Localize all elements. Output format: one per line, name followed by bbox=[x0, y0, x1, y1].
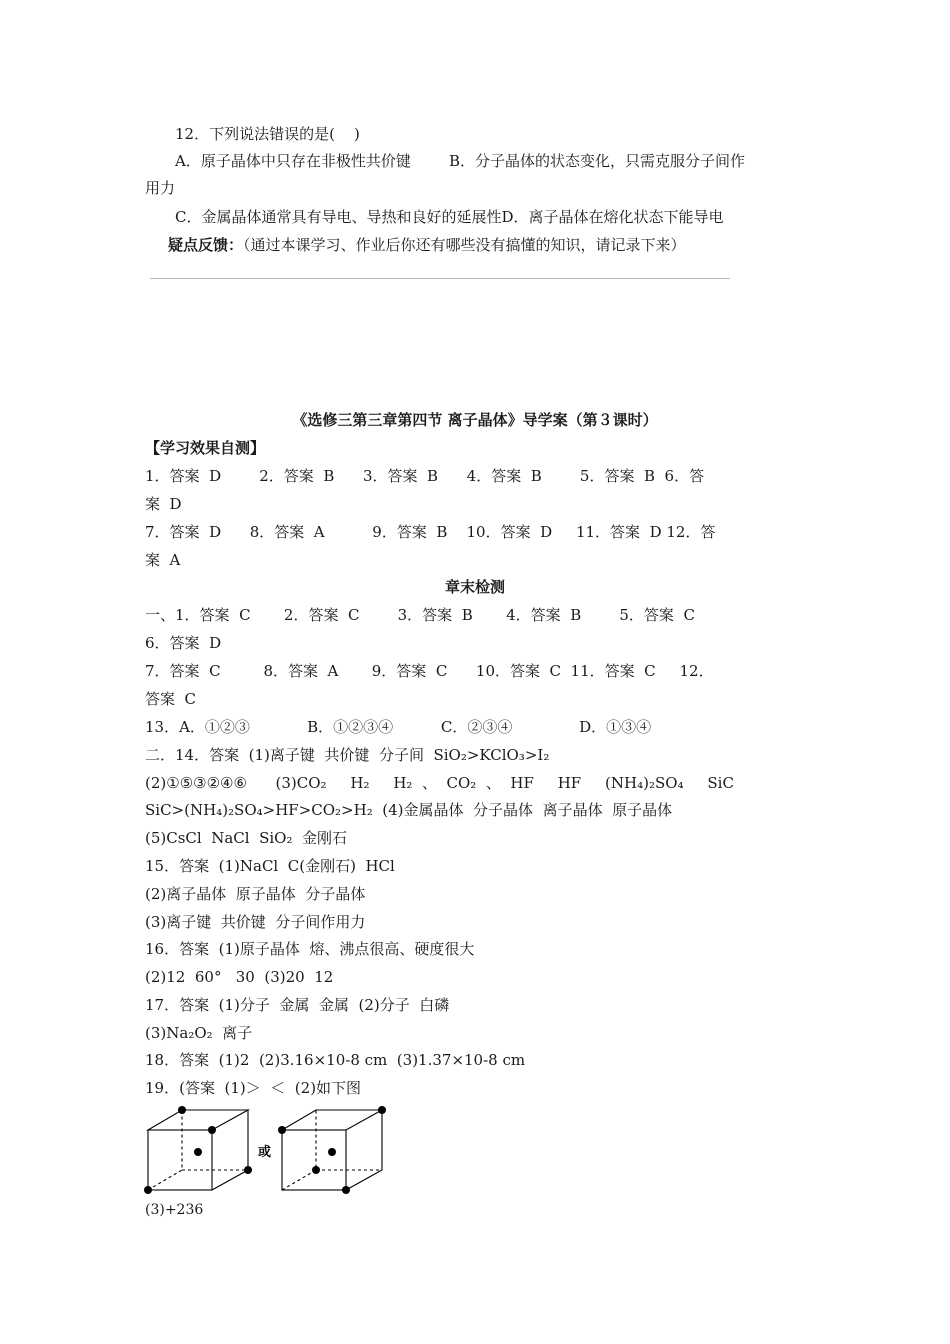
self-test-heading: 【学习效果自测】 bbox=[145, 439, 266, 457]
q19-part3: (3)+236 bbox=[145, 1202, 204, 1218]
cube-left-atoms bbox=[144, 1106, 252, 1194]
chapter-test-heading: 章末检测 bbox=[444, 578, 505, 596]
q14-line: SiC>(NH₄)₂SO₄>HF>CO₂>H₂ (4)金属晶体 分子晶体 离子晶体 原子晶体 bbox=[145, 801, 673, 819]
figure-or: 或 bbox=[258, 1145, 272, 1160]
q15-line: 15．答案 (1)NaCl C(金刚石) HCl bbox=[145, 857, 395, 875]
q12-options-ab: A．原子晶体中只存在非极性共价键 B．分子晶体的状态变化，只需克服分子间作 bbox=[175, 152, 746, 170]
chapter-test-line: 一、1．答案 C 2．答案 C 3．答案 B 4．答案 B 5．答案 C bbox=[145, 606, 695, 624]
answers-title: 《选修三第三章第四节 离子晶体》导学案（第３课时） bbox=[292, 411, 658, 429]
q17-line: 17．答案 (1)分子 金属 金属 (2)分子 白磷 bbox=[145, 996, 450, 1014]
self-test-line: 案 D bbox=[145, 495, 182, 513]
q16-line: (2)12 60° 30 (3)20 12 bbox=[145, 968, 334, 986]
crystal-cell-figure bbox=[140, 1102, 390, 1202]
self-test-line: 7．答案 D 8．答案 A 9．答案 B 10．答案 D 11．答案 D 12．答 bbox=[145, 523, 716, 541]
q12-option-b-cont: 用力 bbox=[145, 179, 176, 197]
chapter-test-line: 7．答案 C 8．答案 A 9．答案 C 10．答案 C 11．答案 C 12． bbox=[145, 662, 714, 680]
q16-line: 16．答案 (1)原子晶体 熔、沸点很高、硬度很大 bbox=[145, 940, 475, 958]
q14-line: 二．14．答案 (1)离子键 共价键 分子间 SiO₂>KClO₃>I₂ bbox=[145, 746, 550, 764]
feedback-write-line bbox=[150, 278, 730, 279]
self-test-line: 1．答案 D 2．答案 B 3．答案 B 4．答案 B 5．答案 B 6．答 bbox=[145, 467, 705, 485]
q12-options-cd: C．金属晶体通常具有导电、导热和良好的延展性D．离子晶体在熔化状态下能导电 bbox=[175, 208, 724, 226]
q15-line: (2)离子晶体 原子晶体 分子晶体 bbox=[145, 885, 366, 903]
q18-line: 18．答案 (1)2 (2)3.16×10-8 cm (3)1.37×10-8 cm bbox=[145, 1051, 526, 1069]
q14-line: (5)CsCl NaCl SiO₂ 金刚石 bbox=[145, 829, 348, 847]
chapter-test-line: 6．答案 D bbox=[145, 634, 222, 652]
feedback-label: 疑点反馈： bbox=[168, 236, 244, 254]
self-test-line: 案 A bbox=[145, 551, 181, 569]
doubt-feedback bbox=[168, 235, 686, 255]
feedback-text: （通过本课学习、作业后你还有哪些没有搞懂的知识，请记录下来） bbox=[243, 236, 686, 254]
q19-line: 19．(答案 (1)＞ ＜ (2)如下图 bbox=[145, 1079, 362, 1097]
q14-line: (2)①⑤③②④⑥ (3)CO₂ H₂ H₂ 、 CO₂ 、 HF HF (NH₄)₂SO₄ SiC bbox=[145, 774, 734, 792]
cube-right-atoms bbox=[278, 1106, 386, 1194]
chapter-test-line: 13．A．①②③ B．①②③④ C．②③④ D．①③④ bbox=[145, 718, 652, 736]
q15-line: (3)离子键 共价键 分子间作用力 bbox=[145, 913, 366, 931]
q17-line: (3)Na₂O₂ 离子 bbox=[145, 1024, 253, 1042]
chapter-test-line: 答案 C bbox=[145, 690, 197, 708]
q12-stem: 12．下列说法错误的是( ) bbox=[175, 125, 360, 143]
